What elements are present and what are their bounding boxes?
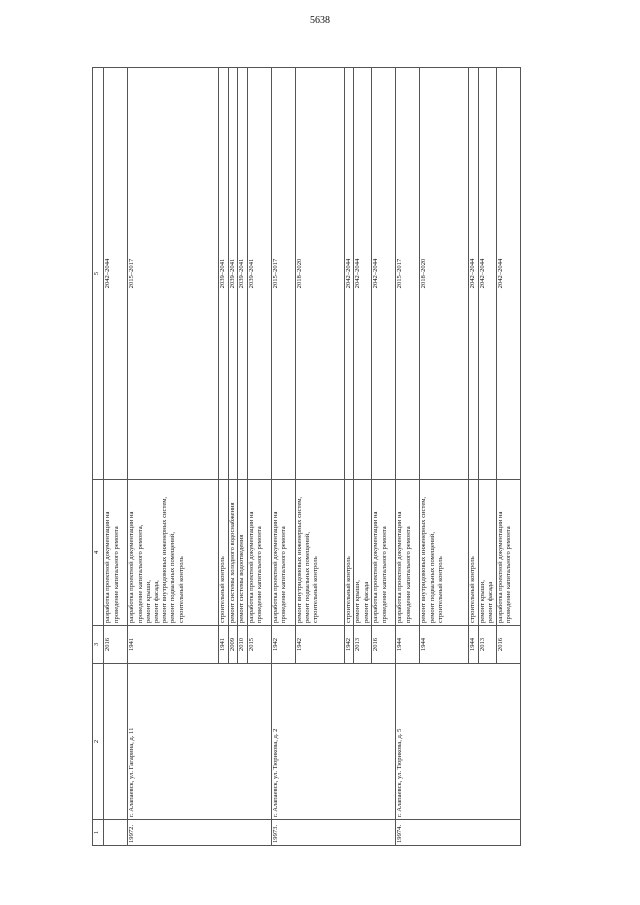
year-cell: 2015 [248, 626, 272, 664]
work-line: разработка проектной документации на [104, 511, 112, 623]
row-number: 19973. [271, 820, 395, 846]
row-number: 19972. [128, 820, 272, 846]
work-cell [228, 480, 238, 626]
year-cell: 1941 [218, 626, 228, 664]
work-cell [238, 480, 248, 626]
work-cell [469, 480, 479, 626]
work-line: проведение капитального ремонта [404, 526, 412, 623]
work-line: ремонт крыши, [144, 580, 152, 623]
header-cell: 2 [93, 664, 104, 820]
work-cell [271, 480, 295, 626]
year-cell: 2009 [228, 626, 238, 664]
year-cell: 1944 [469, 626, 479, 664]
work-line: строительный контроль [436, 556, 444, 623]
period-cell: 2042–2044 [372, 68, 396, 480]
year-cell: 2016 [104, 626, 128, 664]
year-cell: 1942 [344, 626, 354, 664]
table-row [271, 68, 295, 846]
header-row [93, 68, 104, 846]
work-line: ремонт подвальных помещений, [169, 532, 177, 623]
work-cell [420, 480, 469, 626]
work-cell [248, 480, 272, 626]
work-cell [396, 480, 420, 626]
work-cell [344, 480, 354, 626]
year-cell: 1941 [128, 626, 218, 664]
period-cell: 2015–2017 [271, 68, 295, 480]
address-cell: г. Алапаевск, ул. Гагарина, д. 11 [128, 664, 272, 820]
work-line: разработка проектной документации на [248, 511, 255, 623]
work-line: разработка проектной документации на [372, 511, 380, 623]
work-line: проведение капитального ремонта, [136, 524, 144, 623]
address-cell [104, 664, 128, 820]
work-line: проведение капитального ремонта [256, 526, 264, 623]
year-cell: 2016 [496, 626, 520, 664]
work-cell [478, 480, 496, 626]
work-line: проведение капитального ремонта [280, 526, 288, 623]
address-cell: г. Алапаевск, ул. Тюрикова, д. 2 [271, 664, 395, 820]
work-line: проведение капитального ремонта [112, 526, 120, 623]
header-cell: 5 [93, 68, 104, 480]
work-line: ремонт внутридомовых инженерных систем, [295, 496, 303, 623]
work-line: проведение капитального ремонта [505, 526, 513, 623]
work-line: разработка проектной документации на [396, 511, 404, 623]
work-line: строительный контроль [218, 556, 226, 623]
address-cell: г. Алапаевск, ул. Тюрикова, д. 5 [396, 664, 521, 820]
year-cell: 2016 [372, 626, 396, 664]
period-cell: 2018–2020 [420, 68, 469, 480]
year-cell: 1944 [420, 626, 469, 664]
period-cell: 2018–2020 [295, 68, 344, 480]
header-cell: 4 [93, 480, 104, 626]
work-line: ремонт системы водоотведения [238, 534, 246, 623]
year-cell: 1942 [271, 626, 295, 664]
work-cell [372, 480, 396, 626]
period-cell: 2042–2044 [344, 68, 354, 480]
capital-repair-table [92, 67, 521, 846]
period-cell: 2039–2041 [228, 68, 238, 480]
work-line: ремонт внутридомовых инженерных систем, [420, 496, 428, 623]
period-cell: 2015–2017 [128, 68, 218, 480]
work-line: ремонт фасада [487, 581, 495, 623]
period-cell: 2039–2041 [218, 68, 228, 480]
table-row [104, 68, 128, 846]
period-cell: 2042–2044 [104, 68, 128, 480]
header-cell: 3 [93, 626, 104, 664]
work-line: проведение капитального ремонта [380, 526, 388, 623]
row-number: 19974. [396, 820, 521, 846]
work-line: строительный контроль [312, 556, 320, 623]
year-cell: 2010 [238, 626, 248, 664]
work-line: ремонт крыши, [354, 580, 362, 623]
period-cell: 2015–2017 [396, 68, 420, 480]
page-number: 5638 [310, 14, 330, 26]
work-line: разработка проектной документации на [496, 511, 504, 623]
period-cell: 2039–2041 [238, 68, 248, 480]
work-cell [295, 480, 344, 626]
work-line: ремонт системы холодного водоснабжения [228, 502, 236, 623]
work-line: ремонт подвальных помещений, [304, 532, 312, 623]
work-cell [104, 480, 128, 626]
period-cell: 2042–2044 [478, 68, 496, 480]
work-line: строительный контроль [469, 556, 477, 623]
work-cell [128, 480, 218, 626]
work-line: ремонт фасада [362, 581, 370, 623]
work-cell [496, 480, 520, 626]
table-row [396, 68, 420, 846]
work-line: строительный контроль [177, 556, 185, 623]
year-cell: 1944 [396, 626, 420, 664]
work-line: разработка проектной документации на [128, 511, 136, 623]
rotated-table-wrapper [92, 68, 521, 846]
year-cell: 1942 [295, 626, 344, 664]
period-cell: 2042–2044 [469, 68, 479, 480]
table-row [128, 68, 218, 846]
year-cell: 2013 [354, 626, 372, 664]
work-line: разработка проектной документации на [271, 511, 279, 623]
work-line: ремонт внутридомовых инженерных систем, [161, 496, 169, 623]
period-cell: 2042–2044 [354, 68, 372, 480]
work-line: строительный контроль [344, 556, 352, 623]
work-line: ремонт фасада, [152, 580, 160, 623]
work-cell [218, 480, 228, 626]
work-line: ремонт подвальных помещений, [428, 532, 436, 623]
period-cell: 2039–2041 [248, 68, 272, 480]
work-cell [354, 480, 372, 626]
header-cell: 1 [93, 820, 104, 846]
row-number [104, 820, 128, 846]
work-line: ремонт крыши, [478, 580, 486, 623]
year-cell: 2013 [478, 626, 496, 664]
period-cell: 2042–2044 [496, 68, 520, 480]
